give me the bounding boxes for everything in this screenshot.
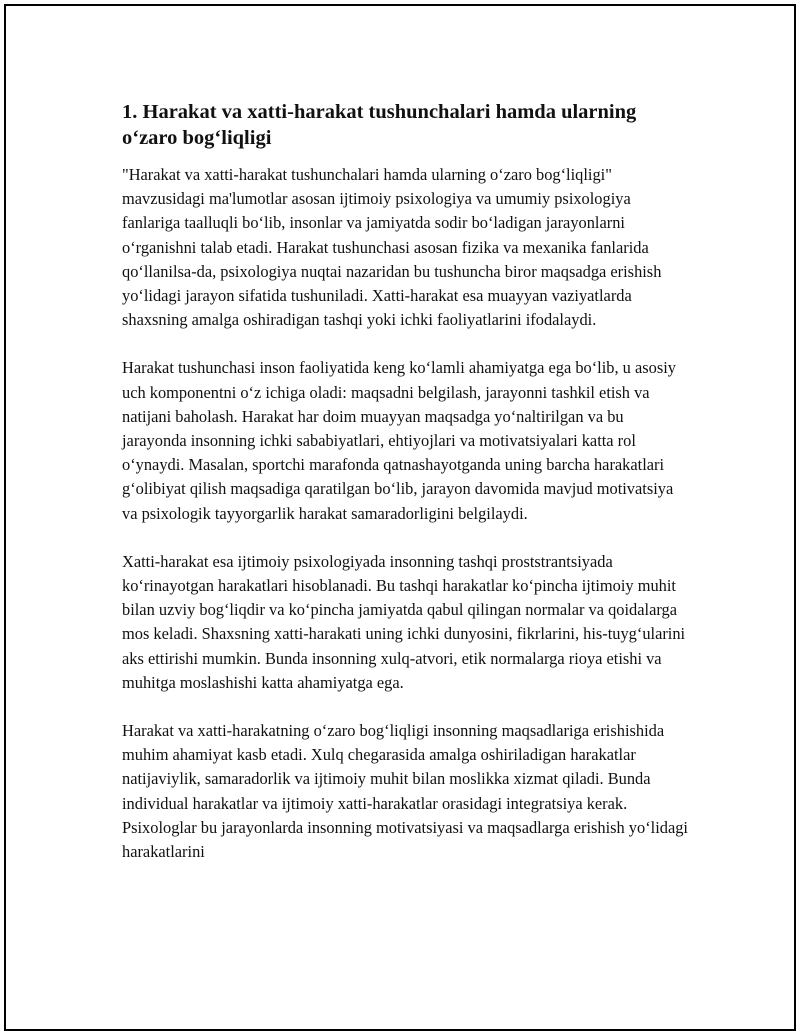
paragraph-4: Harakat va xatti-harakatning o‘zaro bog‘liqligi insonning maqsadlariga erishishida muhim ahamiyat kasb etadi. Xulq chegarasida amalga oshiriladigan harakatlar natijaviylik, samaradorlik va ijtimoiy muhit bilan moslikka xizmat qiladi. Bunda individual harakatlar va ijtimoiy xatti-harakatlar orasidagi integratsiya kerak. Psixologlar bu jarayonlarda insonning motivatsiyasi va maqsadlarga erishish yo‘lidagi harakatlarini: [122, 721, 688, 862]
section-heading: 1. Harakat va xatti-harakat tushunchalari hamda ularning o‘zaro bog‘liqligi: [122, 101, 637, 149]
document-body: [122, 99, 692, 888]
paragraph-3: Xatti-harakat esa ijtimoiy psixologiyada insonning tashqi proststrantsiyada ko‘rinayotgan harakatlari hisoblanadi. Bu tashqi harakatlar ko‘pincha ijtimoiy muhit bilan uzviy bog‘liqdir va ko‘pincha jamiyatda qabul qilingan normalar va qoidalarga mos keladi. Shaxsning xatti-harakati uning ichki dunyosini, fikrlarini, his-tuyg‘ularini aks ettirishi mumkin. Bunda insonning xulq-atvori, etik normalarga rioya etishi va muhitga moslashishi katta ahamiyatga ega.: [122, 551, 686, 692]
paragraph-1: "Harakat va xatti-harakat tushunchalari hamda ularning o‘zaro bog‘liqligi" mavzusidagi ma'lumotlar asosan ijtimoiy psixologiya va umumiy psixologiya fanlariga taalluqli bo‘lib, insonlar va jamiyatda sodir bo‘ladigan jarayonlarni o‘rganishni talab etadi. Harakat tushunchasi asosan fizika va mexanika fanlarida qo‘llanilsa-da, psixologiya nuqtai nazaridan bu tushuncha biror maqsadga erishish yo‘lidagi jarayon sifatida tushuniladi. Xatti-harakat esa muayyan vaziyatlarda shaxsning amalga oshiradigan tashqi yoki ichki faoliyatlarini ifodalaydi.: [122, 165, 662, 330]
paragraph-2: Harakat tushunchasi inson faoliyatida keng ko‘lamli ahamiyatga ega bo‘lib, u asosiy uch komponentni o‘z ichiga oladi: maqsadni belgilash, jarayonni tashkil etish va natijani baholash. Harakat har doim muayyan maqsadga yo‘naltirilgan va bu jarayonda insonning ichki sababiyatlari, ehtiyojlari va motivatsiyalari katta rol o‘ynaydi. Masalan, sportchi marafonda qatnashayotganda uning barcha harakatlari g‘olibiyat qilish maqsadiga qaratilgan bo‘lib, jarayon davomida mavjud motivatsiya va psixologik tayyorgarlik harakat samaradorligini belgilaydi.: [122, 358, 676, 523]
page-frame: [4, 4, 796, 1031]
